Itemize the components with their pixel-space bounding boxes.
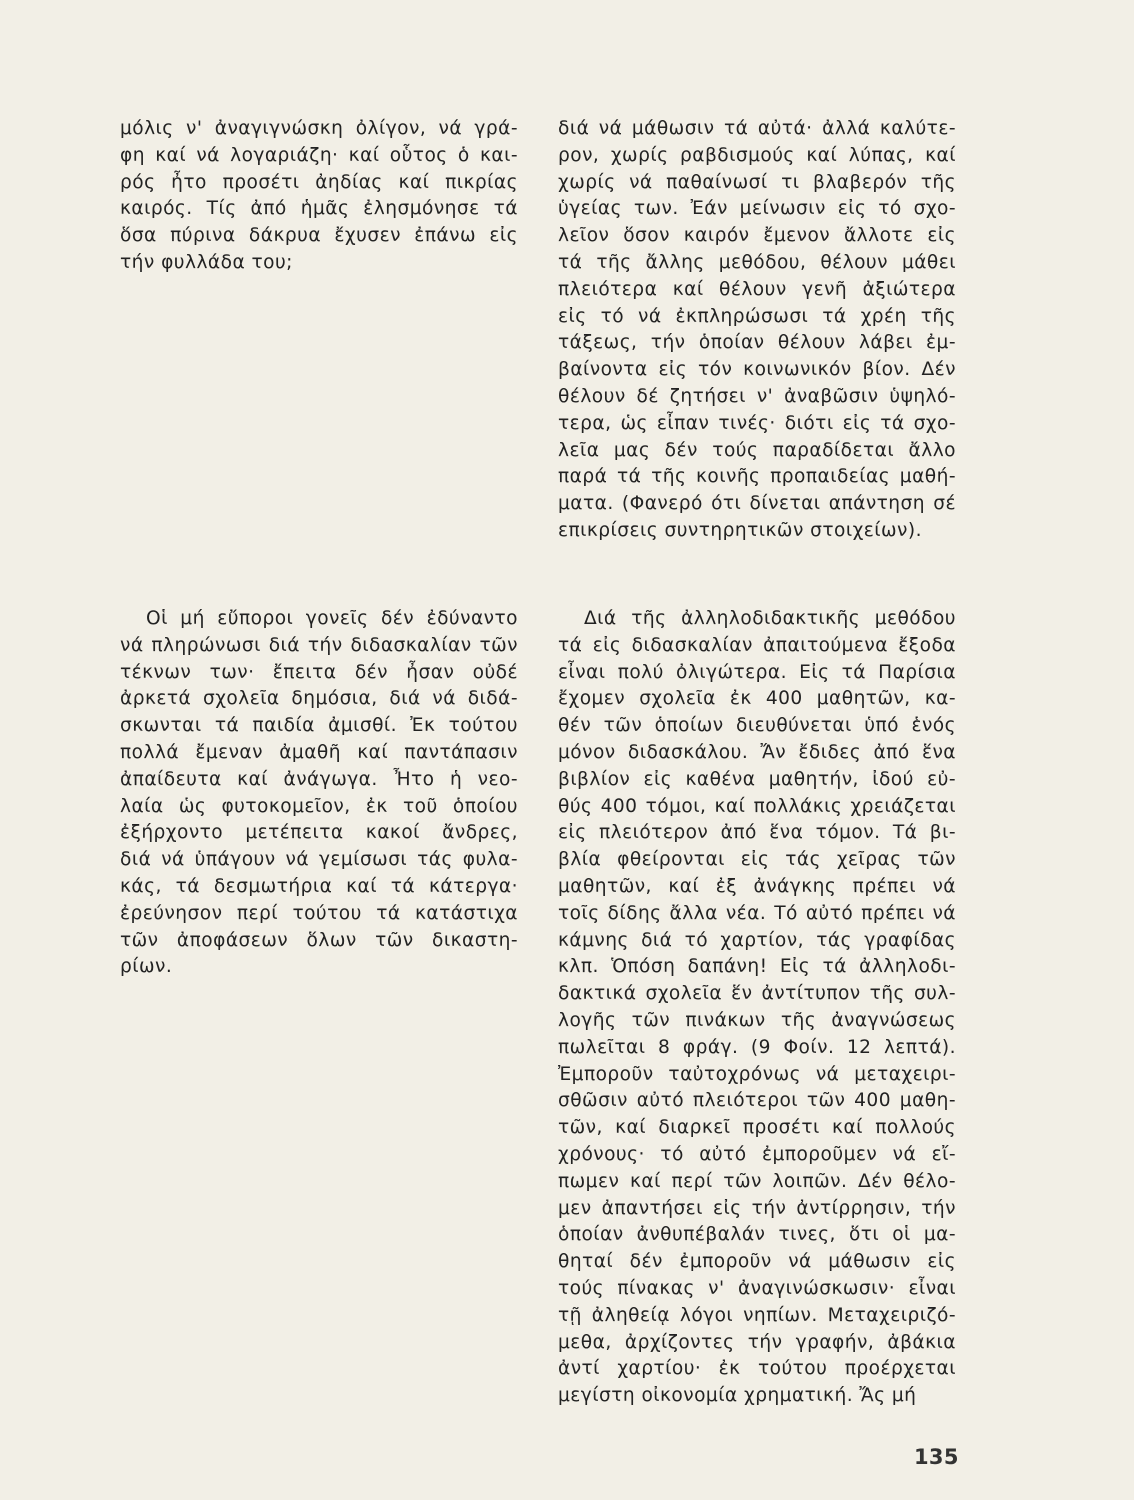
text-line: κλπ. Ὁπόση δαπάνη! Εἰς τά ἀλληλοδι- [558,956,956,978]
text-line: φη καί νά λογαριάζη· καί οὗτος ὁ και- [120,144,518,166]
text-line: τῶν ἀποφάσεων ὅλων τῶν δικαστη- [120,929,518,951]
text-line: εἶναι πολύ ὀλιγώτερα. Εἰς τά Παρίσια [558,661,956,683]
text-line: ματα. (Φανερό ότι δίνεται απάντηση σέ [558,493,956,515]
text-line: χωρίς νά παθαίνωσί τι βλαβερόν τῆς [558,171,956,193]
text-line: χρόνους· τό αὐτό ἐμποροῦμεν νά εἴ- [558,1143,956,1165]
top-right-paragraph [558,116,956,545]
text-line: ἀρκετά σχολεῖα δημόσια, διά νά διδά- [120,688,518,710]
text-line: Διά τῆς ἀλληλοδιδακτικῆς μεθόδου [584,608,956,629]
text-line: βιβλίον εἰς καθένα μαθητήν, ἰδού εὐ- [558,768,956,790]
text-line: θύς 400 τόμοι, καί πολλάκις χρειάζεται [558,795,956,817]
text-line: πωλεῖται 8 φράγ. (9 Φοίν. 12 λεπτά). [558,1036,956,1058]
text-line: σθῶσιν αὐτό πλειότεροι τῶν 400 μαθη- [558,1090,956,1112]
bottom-right-paragraph [558,606,956,1410]
text-line: θέν τῶν ὁποίων διευθύνεται ὑπό ἑνός [558,715,956,737]
text-line: ρίων. [120,956,173,978]
text-line: ἐξήρχοντο μετέπειτα κακοί ἄνδρες, [120,822,518,844]
text-line: ἔχομεν σχολεῖα ἐκ 400 μαθητῶν, κα- [558,688,956,710]
text-line: ἀπαίδευτα καί ἀνάγωγα. Ἦτο ἡ νεο- [120,768,518,790]
text-line: θέλουν δέ ζητήσει ν' ἀναβῶσιν ὑψηλό- [558,385,956,407]
text-line: ρός ἦτο προσέτι ἀηδίας καί πικρίας [120,171,518,193]
text-line: ρον, χωρίς ραβδισμούς καί λύπας, καί [558,144,956,166]
text-line: Οἱ μή εὔποροι γονεῖς δέν ἐδύναντο [146,608,518,629]
text-line: επικρίσεις συντηρητικῶν στοιχείων). [558,519,922,541]
text-line: λεῖα μας δέν τούς παραδίδεται ἄλλο [558,439,956,461]
text-line: θηταί δέν ἐμποροῦν νά μάθωσιν εἰς [558,1251,956,1273]
text-line: κάμνης διά τό χαρτίον, τάς γραφίδας [558,929,956,951]
page-number: 135 [914,1445,959,1469]
text-line: τά τῆς ἄλλης μεθόδου, θέλουν μάθει [558,251,956,273]
text-line: τέκνων των· ἔπειτα δέν ἦσαν οὐδέ [120,661,518,683]
bottom-left-paragraph [120,606,518,981]
text-line: ὁποίαν ἀνθυπέβαλάν τινες, ὅτι οἱ μα- [558,1224,956,1246]
text-line: μαθητῶν, καί ἐξ ἀνάγκης πρέπει νά [558,875,956,897]
text-line: καιρός. Τίς ἀπό ἡμᾶς ἐλησμόνησε τά [120,198,518,220]
text-line: τῶν, καί διαρκεῖ προσέτι καί πολλούς [558,1117,956,1139]
text-line: λεῖον ὅσον καιρόν ἔμενον ἄλλοτε εἰς [558,225,956,247]
text-line: μόνον διδασκάλου. Ἄν ἔδιδες ἀπό ἕνα [558,741,956,763]
text-line: λογῆς τῶν πινάκων τῆς ἀναγνώσεως [558,1009,956,1031]
text-line: τούς πίνακας ν' ἀναγινώσκωσιν· εἶναι [558,1277,956,1299]
text-line: τοῖς δίδης ἄλλα νέα. Τό αὐτό πρέπει νά [558,902,956,924]
text-line: διά νά ὑπάγουν νά γεμίσωσι τάς φυλα- [120,849,518,871]
text-line: τῇ ἀληθείᾳ λόγοι νηπίων. Μεταχειριζό- [558,1304,956,1326]
text-line: πλειότερα καί θέλουν γενῆ ἀξιώτερα [558,278,956,300]
text-line: ἐρεύνησον περί τούτου τά κατάστιχα [120,902,518,924]
text-line: διά νά μάθωσιν τά αὐτά· ἀλλά καλύτε- [558,118,956,139]
text-line: μόλις ν' ἀναγιγνώσκη ὀλίγον, νά γρά- [120,118,518,139]
text-line: τά εἰς διδασκαλίαν ἀπαιτούμενα ἔξοδα [558,634,956,656]
text-line: τερα, ὡς εἶπαν τινές· διότι εἰς τά σχο- [558,412,956,434]
text-line: κάς, τά δεσμωτήρια καί τά κάτεργα· [120,875,518,897]
text-line: Ἐμποροῦν ταὐτοχρόνως νά μεταχειρι- [558,1063,956,1085]
text-line: μεν ἀπαντήσει εἰς τήν ἀντίρρησιν, τήν [558,1197,956,1219]
text-line: δακτικά σχολεῖα ἕν ἀντίτυπον τῆς συλ- [558,983,956,1005]
text-line: μεγίστη οἰκονομία χρηματική. Ἄς μή [558,1385,917,1407]
text-line: εἰς τό νά ἐκπληρώσωσι τά χρέη τῆς [558,305,956,327]
text-line: πολλά ἔμεναν ἀμαθῆ καί παντάπασιν [120,741,518,763]
text-line: βαίνοντα εἰς τόν κοινωνικόν βίον. Δέν [558,359,956,381]
text-line: τάξεως, τήν ὁποίαν θέλουν λάβει ἐμ- [558,332,956,354]
text-line: λαία ὡς φυτοκομεῖον, ἐκ τοῦ ὁποίου [120,795,518,817]
text-line: ὑγείας των. Ἐάν μείνωσιν εἰς τό σχο- [558,198,956,220]
top-left-paragraph [120,116,518,277]
text-line: βλία φθείρονται εἰς τάς χεῖρας τῶν [558,849,956,871]
text-line: ἀντί χαρτίου· ἐκ τούτου προέρχεται [558,1358,956,1380]
text-line: παρά τά τῆς κοινῆς προπαιδείας μαθή- [558,466,956,488]
text-line: ὅσα πύρινα δάκρυα ἔχυσεν ἐπάνω εἰς [120,225,518,247]
text-line: εἰς πλειότερον ἀπό ἕνα τόμον. Τά βι- [558,822,956,844]
text-line: μεθα, ἀρχίζοντες τήν γραφήν, ἀβάκια [558,1331,956,1353]
text-line: πωμεν καί περί τῶν λοιπῶν. Δέν θέλο- [558,1170,956,1192]
text-line: τήν φυλλάδα του; [120,251,293,273]
text-line: νά πληρώνωσι διά τήν διδασκαλίαν τῶν [120,634,518,656]
text-line: σκωνται τά παιδία ἀμισθί. Ἐκ τούτου [120,715,518,737]
